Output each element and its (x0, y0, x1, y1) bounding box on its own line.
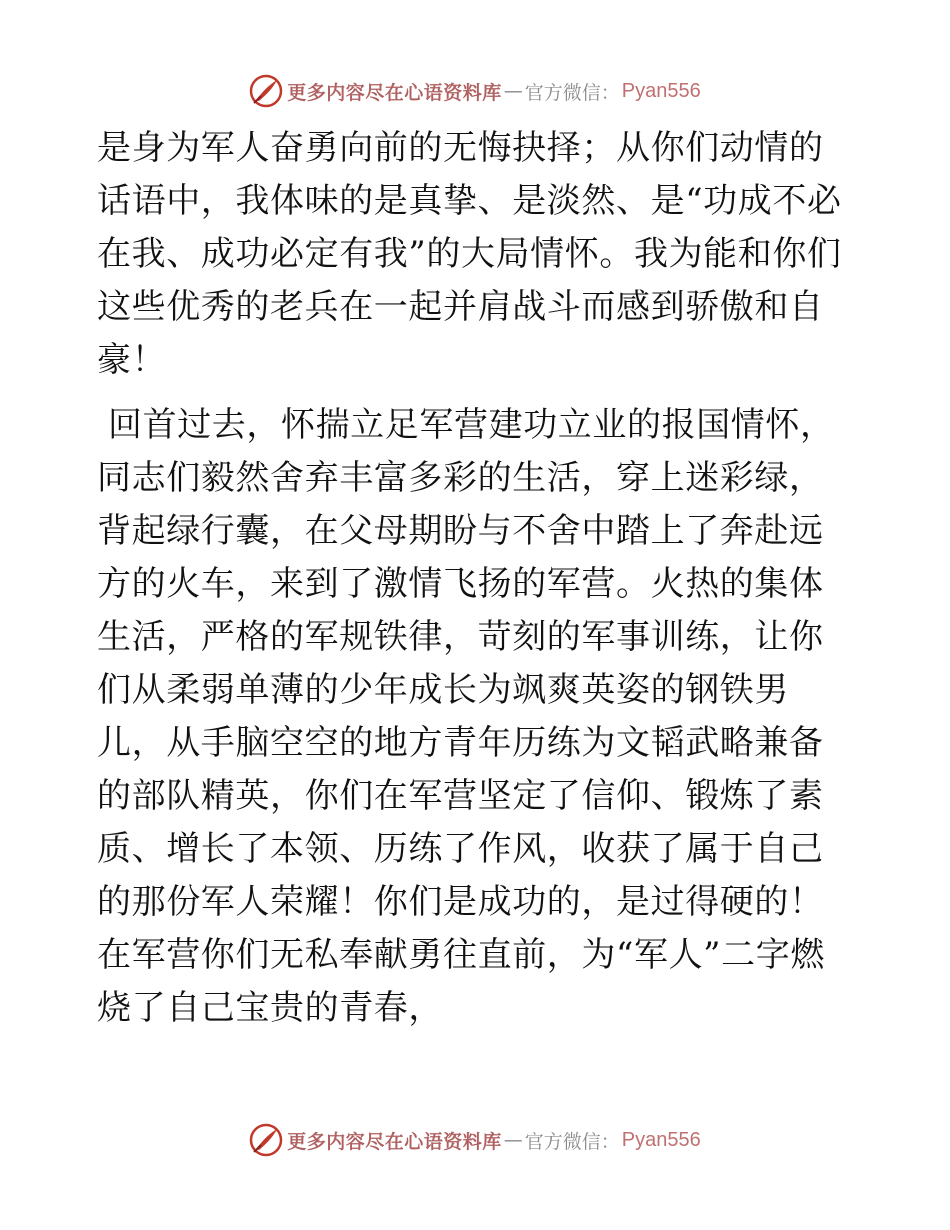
footer-wechat-id: Pyan556 (621, 1128, 701, 1151)
header-banner (0, 71, 950, 111)
header-title: 更多内容尽在心语资料库 (287, 81, 502, 104)
footer-banner (0, 1120, 950, 1160)
header-separator: — (503, 80, 523, 102)
header-wechat-label: 官方微信： (524, 81, 620, 104)
footer-separator: — (503, 1129, 523, 1151)
document-body (97, 122, 853, 1035)
paragraph-2: 回首过去，怀揣立足军营建功立业的报国情怀，同志们毅然舍弃丰富多彩的生活，穿上迷彩绿，背起绿行囊，在父母期盼与不舍中踏上了奔赴远方的火车，来到了激情飞扬的军营。火热的集体生活，严格的军规铁律，苛刻的军事训练，让你们从柔弱单薄的少年成长为飒爽英姿的钢铁男儿，从手脑空空的地方青年历练为文韬武略兼备的部队精英，你们在军营坚定了信仰、锻炼了素质、增长了本领、历练了作风，收获了属于自己的那份军人荣耀！你们是成功的，是过得硬的！在军营你们无私奉献勇往直前，为“军人”二字燃烧了自己宝贵的青春， (97, 405, 835, 1028)
footer-title: 更多内容尽在心语资料库 (287, 1130, 502, 1153)
footer-wechat-label: 官方微信： (524, 1130, 620, 1153)
paragraph-1: 是身为军人奋勇向前的无悔抉择；从你们动情的话语中，我体味的是真挚、是淡然、是“功成不必在我、成功必定有我”的大局情怀。我为能和你们这些优秀的老兵在一起并肩战斗而感到骄傲和自豪！ (97, 128, 842, 380)
header-wechat-id: Pyan556 (621, 79, 701, 102)
quill-pen-logo-icon (249, 74, 283, 108)
quill-pen-logo-icon (249, 1123, 283, 1157)
